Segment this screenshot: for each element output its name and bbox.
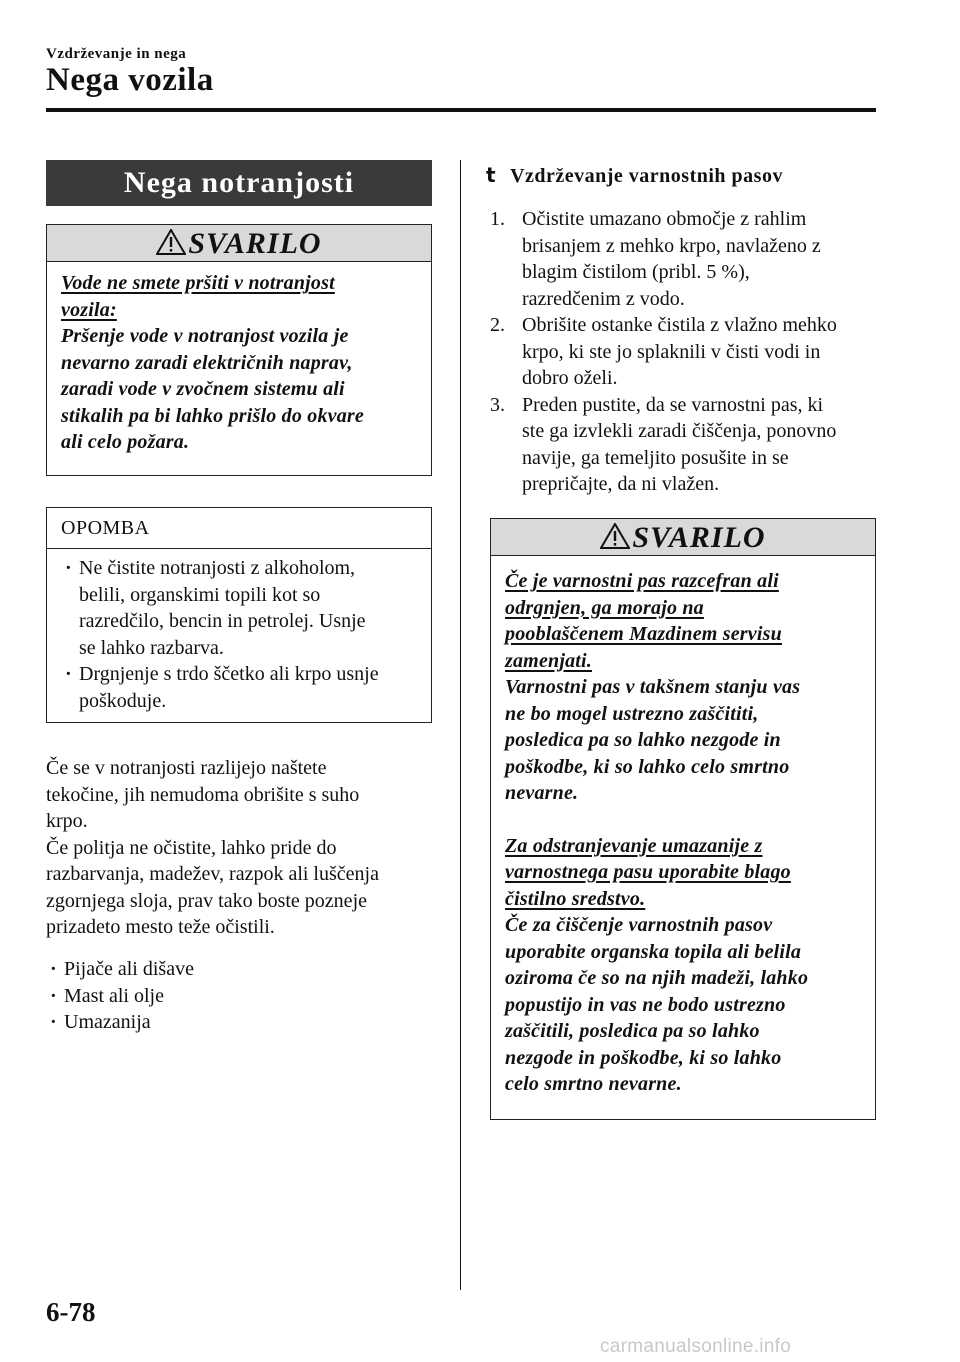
subsection-heading: [486, 163, 783, 188]
note-line: poškoduje.: [79, 689, 167, 712]
warning-headline: varnostnega pasu uporabite blago: [505, 861, 791, 883]
paragraph-line: Če politja ne očistite, lahko pride do: [46, 836, 337, 859]
list-item: · Mast ali olje: [46, 983, 426, 1010]
warning-text-line: uporabite organska topila ali belila: [505, 940, 802, 963]
warning-body: [47, 262, 431, 456]
note-body: [47, 549, 431, 714]
warning-headline: Vode ne smete pršiti v notranjost: [61, 272, 335, 294]
step-line: brisanjem z mehko krpo, navlaženo z: [522, 234, 821, 257]
warning-triangle-icon: [156, 229, 186, 255]
warning-text-line: Če za čiščenje varnostnih pasov: [505, 914, 773, 936]
note-item: [61, 555, 417, 661]
note-line: razredčilo, bencin in petrolej. Usnje: [79, 610, 366, 632]
warning-text-line: Pršenje vode v notranjost vozila je: [61, 325, 349, 347]
step-line: Očistite umazano območje z rahlim: [522, 208, 807, 230]
note-line: · Drgnjenje s trdo ščetko ali krpo usnje: [79, 663, 379, 685]
step-line: krpo, ki ste jo splaknili v čisti vodi in: [522, 340, 821, 363]
warning-headline: Če je varnostni pas razcefran ali: [505, 570, 779, 592]
step-line: ste ga izvlekli zaradi čiščenja, ponovno: [522, 420, 837, 442]
warning-text-line: poškodbe, ki so lahko celo smrtno: [505, 755, 790, 778]
section-heading: Nega notranjosti: [46, 160, 432, 206]
warning-header: [491, 519, 875, 556]
warning-text-line: nevarno zaradi električnih naprav,: [61, 351, 353, 374]
step-line: dobro oželi.: [522, 367, 618, 389]
paragraph-line: razbarvanja, madežev, razpok ali luščenja: [46, 863, 379, 885]
note-box: [46, 507, 432, 723]
paragraph-line: tekočine, jih nemudoma obrišite s suho: [46, 783, 360, 806]
warning-headline: zamenjati.: [505, 649, 593, 672]
warning-headline: odrgnjen, ga morajo na: [505, 596, 704, 619]
warning-text-line: oziroma če so na njih madeži, lahko: [505, 967, 809, 989]
step-number: 3.: [490, 393, 505, 416]
body-paragraph: [46, 755, 446, 941]
warning-text-line: ali celo požara.: [61, 431, 190, 453]
note-title: OPOMBA: [47, 508, 431, 549]
warning-text-line: nevarne.: [505, 782, 579, 804]
warning-title: SVARILO: [188, 227, 322, 260]
step-number: 1.: [490, 208, 505, 230]
warning-body: [491, 556, 875, 1098]
section-label: Vzdrževanje in nega: [46, 46, 187, 62]
paragraph-line: zgornjega sloja, prav tako boste pozneje: [46, 889, 367, 912]
steps-list: [490, 206, 880, 498]
warning-headline: čistilno sredstvo.: [505, 887, 646, 910]
step-item: [490, 206, 880, 312]
list-item: · Umazanija: [46, 1009, 426, 1036]
warning-text-line: popustijo in vas ne bodo ustrezno: [505, 993, 786, 1016]
note-line: · Ne čistite notranjosti z alkoholom,: [79, 557, 356, 579]
warning-text-line: zaradi vode v zvočnem sistemu ali: [61, 378, 345, 400]
warning-text-line: ne bo mogel ustrezno zaščititi,: [505, 702, 759, 725]
step-line: navije, ga temeljito posušite in se: [522, 446, 789, 469]
step-item: [490, 312, 880, 392]
paragraph-line: Če se v notranjosti razlijejo naštete: [46, 757, 327, 779]
step-line: blagim čistilom (pribl. 5 %),: [522, 261, 750, 283]
section-marker-icon: t: [486, 163, 497, 187]
title-rule: [46, 108, 876, 112]
warning-text-line: Varnostni pas v takšnem stanju vas: [505, 676, 801, 698]
step-line: Obrišite ostanke čistila z vlažno mehko: [522, 314, 837, 336]
warning-headline: Za odstranjevanje umazanije z: [505, 834, 763, 857]
warning-text-line: zaščitili, posledica pa so lahko: [505, 1020, 760, 1042]
warning-box-interior: [46, 224, 432, 476]
note-item: [61, 661, 417, 714]
warning-text-line: nezgode in poškodbe, ki so lahko: [505, 1046, 782, 1069]
warning-headline: pooblaščenem Mazdinem servisu: [505, 623, 782, 645]
note-line: belili, organskimi topili kot so: [79, 583, 321, 606]
paragraph-line: prizadeto mesto teže očistili.: [46, 916, 275, 938]
step-line: razredčenim z vodo.: [522, 287, 685, 310]
subsection-title: Vzdrževanje varnostnih pasov: [510, 165, 783, 187]
list-item: · Pijače ali dišave: [46, 956, 426, 983]
step-item: [490, 392, 880, 498]
step-line: prepričajte, da ni vlažen.: [522, 473, 720, 495]
warning-header: [47, 225, 431, 262]
warning-box-seatbelt: [490, 518, 876, 1120]
note-line: se lahko razbarva.: [79, 636, 224, 659]
warning-triangle-icon: [600, 523, 630, 549]
column-divider: [460, 160, 461, 1290]
stain-list: [46, 956, 426, 1036]
page-title: Nega vozila: [46, 62, 214, 98]
warning-headline: vozila:: [61, 298, 117, 321]
step-line: Preden pustite, da se varnostni pas, ki: [522, 393, 824, 416]
paragraph-line: krpo.: [46, 810, 88, 832]
watermark: carmanualsonline.info: [600, 1336, 792, 1357]
warning-title: SVARILO: [632, 521, 766, 554]
warning-text-line: stikalih pa bi lahko prišlo do okvare: [61, 404, 364, 427]
step-number: 2.: [490, 314, 505, 336]
warning-text-line: celo smrtno nevarne.: [505, 1073, 682, 1095]
warning-text-line: posledica pa so lahko nezgode in: [505, 729, 781, 751]
page-number: 6-78: [46, 1297, 96, 1327]
